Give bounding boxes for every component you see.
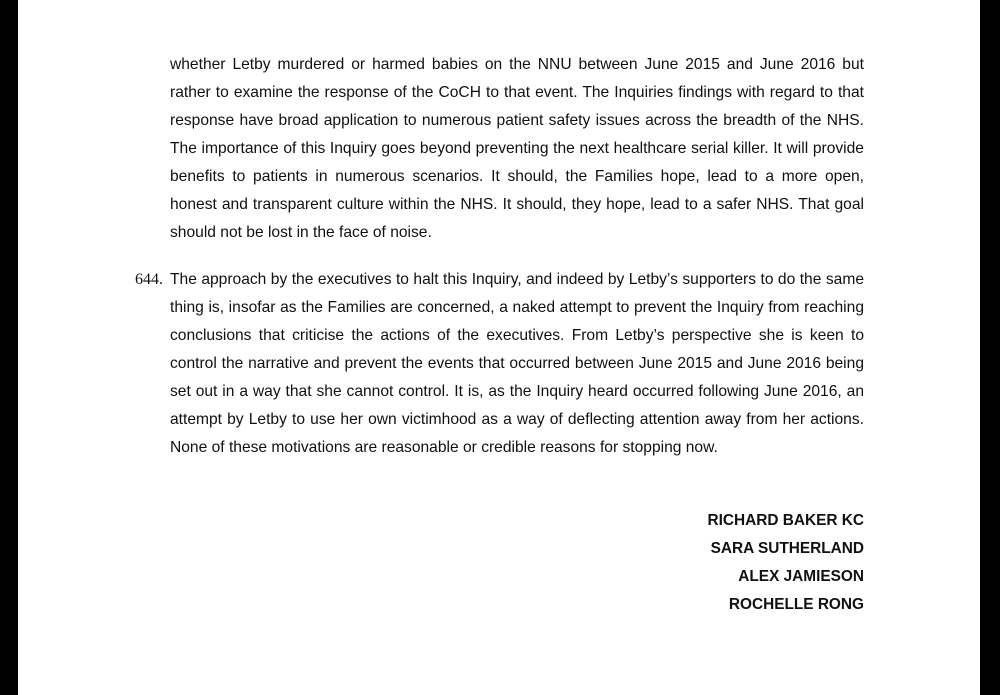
signature-block	[708, 507, 864, 619]
signatory-name: SARA SUTHERLAND	[710, 540, 864, 557]
paragraph-continuation: whether Letby murdered or harmed babies on the NNU between June 2015 and June 2016 but rather to examine the response of the CoCH to that event. The Inquiries findings with regard to that response have broad application to numerous patient safety issues across the breadth of the NHS. The importance of this Inquiry goes beyond preventing the next healthcare serial killer. It will provide benefits to patients in numerous scenarios. It should, the Families hope, lead to a more open, honest and transparent culture within the NHS. It should, they hope, lead to a safer NHS. That goal should not be lost in the face of noise.	[170, 56, 864, 241]
signatory-name: ROCHELLE RONG	[728, 596, 864, 613]
paragraph-644-text: The approach by the executives to halt this Inquiry, and indeed by Letby’s supporters to do the same thing is, insofar as the Families are concerned, a naked attempt to prevent the Inquiry from reaching conclusions that criticise the actions of the executives. From Letby’s perspective she is keen to control the narrative and prevent the events that occurred between June 2015 and June 2016 being set out in a way that she cannot control. It is, as the Inquiry heard occurred following June 2016, an attempt by Letby to use her own victimhood as a way of deflecting attention away from her actions. None of these motivations are reasonable or credible reasons for stopping now.	[170, 271, 864, 456]
signatory-name: ALEX JAMIESON	[738, 568, 864, 585]
paragraph-number: 644.	[135, 271, 163, 288]
document-page	[18, 0, 980, 695]
signatory-name: RICHARD BAKER KC	[707, 512, 864, 529]
